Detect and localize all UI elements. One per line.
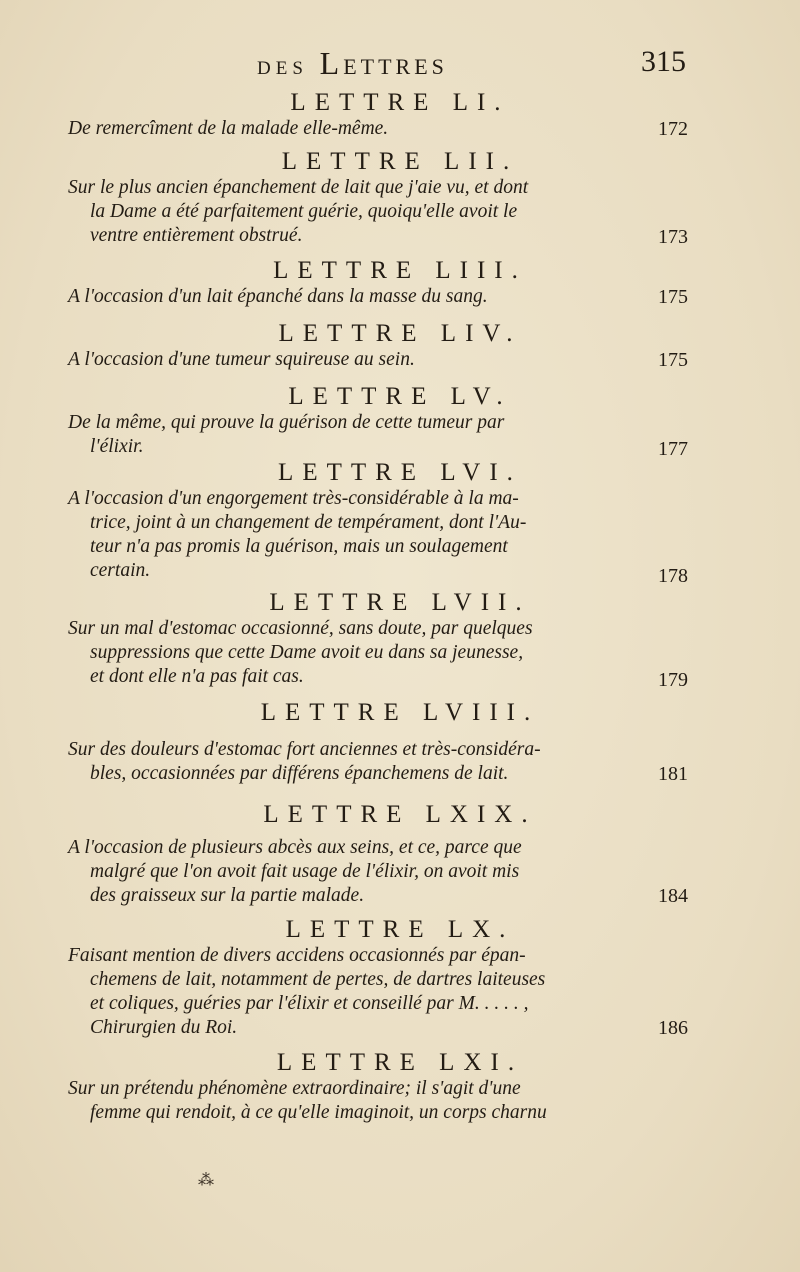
entry-text-line: femme qui rendoit, à ce qu'elle imaginoit, un corps charnu [90,1102,547,1123]
entry-text-line: et coliques, guéries par l'élixir et conseillé par M. . . . . , [90,993,529,1014]
entry-page-number: 179 [658,669,688,691]
letter-heading: LETTRE LIII. [273,257,527,284]
letter-heading: LETTRE LII. [281,148,519,175]
entry-text-line: suppressions que cette Dame avoit eu dans sa jeunesse, [90,642,524,663]
entry-text-line: A l'occasion d'un lait épanché dans la masse du sang. [68,286,488,307]
entry-text-line: trice, joint à un changement de tempérament, dont l'Au- [90,512,527,533]
ornament-mark: ⁂ [198,1172,214,1189]
letter-heading: LETTRE LVI. [278,459,522,486]
entry-page-number: 186 [658,1017,688,1039]
entry-text-line: des graisseux sur la partie malade. [90,885,365,906]
entry-text-line: chemens de lait, notamment de pertes, de dartres laiteuses [90,969,546,990]
entry-text-line: Sur des douleurs d'estomac fort anciennes et très-considéra- [68,739,541,760]
running-head [257,45,448,82]
letter-heading: LETTRE LV. [288,383,512,410]
entry-text-line: A l'occasion d'une tumeur squireuse au sein. [68,349,415,370]
entry-text-line: A l'occasion d'un engorgement très-considérable à la ma- [68,488,519,509]
letter-heading: LETTRE LI. [290,89,510,116]
entry-text-line: De la même, qui prouve la guérison de cette tumeur par [68,412,505,433]
entry-text-line: teur n'a pas promis la guérison, mais un soulagement [90,536,508,557]
entry-text-line: A l'occasion de plusieurs abcès aux seins, et ce, parce que [68,837,522,858]
entry-text-line: Sur un mal d'estomac occasionné, sans doute, par quelques [68,618,533,639]
entry-text-line: Faisant mention de divers accidens occasionnés par épan- [68,945,526,966]
running-head-prefix: des [257,50,308,80]
entry-page-number: 173 [658,226,688,248]
entry-text-line: l'élixir. [90,436,144,457]
page-number: 315 [641,45,686,78]
entry-page-number: 178 [658,565,688,587]
entry-text-line: Sur le plus ancien épanchement de lait que j'aie vu, et dont [68,177,529,198]
entry-text-line: Chirurgien du Roi. [90,1017,238,1038]
entry-text-line: certain. [90,560,151,581]
entry-text-line: ventre entièrement obstrué. [90,225,303,246]
entry-text-line: bles, occasionnées par différens épanchemens de lait. [90,763,509,784]
entry-text-line: et dont elle n'a pas fait cas. [90,666,304,687]
letter-heading: LETTRE LXIX. [263,801,537,828]
letter-heading: LETTRE LX. [285,916,515,943]
letter-heading: LETTRE LXI. [276,1049,524,1076]
entry-text-line: malgré que l'on avoit fait usage de l'élixir, on avoit mis [90,861,520,882]
entry-page-number: 175 [658,349,688,371]
running-head-title: Lettres [319,45,448,81]
entry-page-number: 177 [658,438,688,460]
entry-page-number: 175 [658,286,688,308]
entry-text-line: Sur un prétendu phénomène extraordinaire; il s'agit d'une [68,1078,521,1099]
letter-heading: LETTRE LIV. [278,320,522,347]
entry-page-number: 184 [658,885,688,907]
letter-heading: LETTRE LVII. [269,589,531,616]
entry-page-number: 172 [658,118,688,140]
entry-text-line: la Dame a été parfaitement guérie, quoiqu'elle avoit le [90,201,518,222]
letter-heading: LETTRE LVIII. [260,699,540,726]
entry-page-number: 181 [658,763,688,785]
entry-text-line: De remercîment de la malade elle-même. [68,118,389,139]
